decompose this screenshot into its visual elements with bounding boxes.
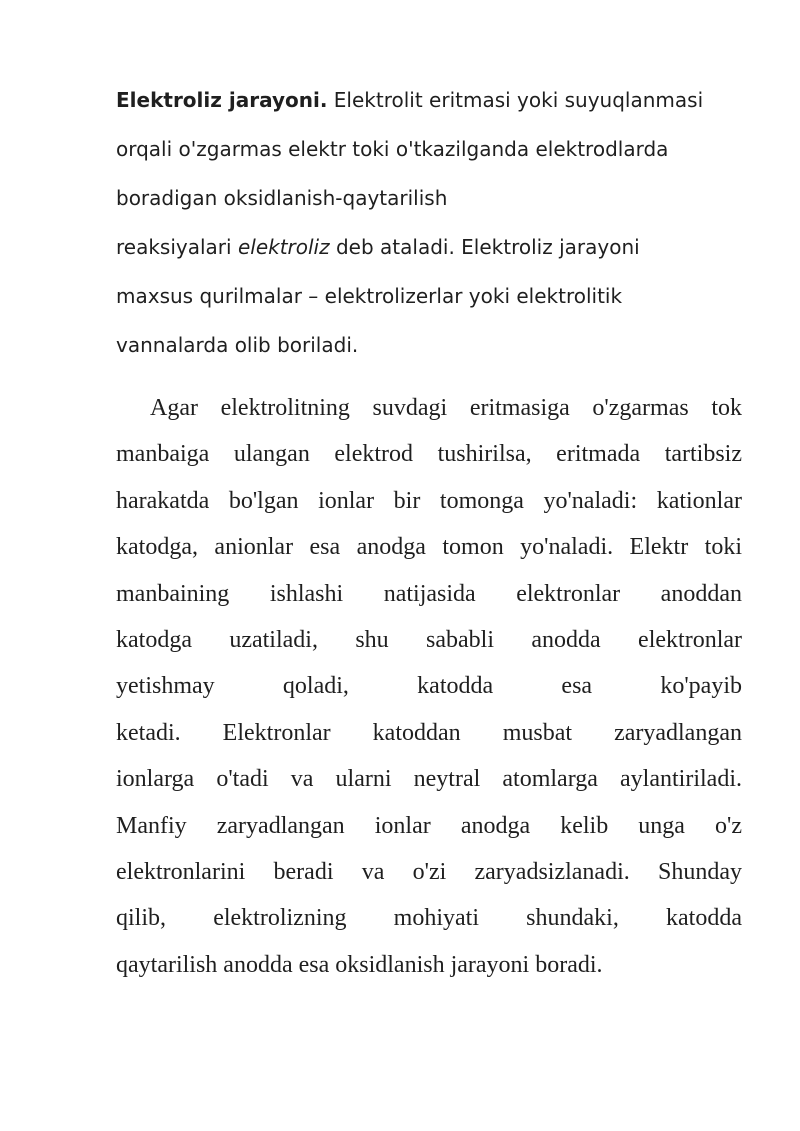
explanation-line: harakatda bo'lgan ionlar bir tomonga yo'naladi: kationlar — [116, 487, 742, 514]
explanation-line: elektronlarini beradi va o'zi zaryadsizlanadi. Shunday — [116, 859, 742, 886]
explanation-line: ketadi. Elektronlar katoddan musbat zaryadlangan — [116, 719, 742, 746]
explanation-line: manbaining ishlashi natijasida elektronlar anoddan — [116, 580, 742, 607]
explanation-line: manbaiga ulangan elektrod tushirilsa, eritmada tartibsiz — [116, 441, 742, 468]
definition-line-1 — [116, 76, 756, 125]
definition-text-4a: reaksiyalari — [116, 235, 232, 259]
definition-line-5: maxsus qurilmalar – elektrolizerlar yoki elektrolitik — [116, 284, 623, 308]
definition-line-4 — [116, 223, 756, 272]
explanation-line: yetishmay qoladi, katodda esa ko'payib — [116, 673, 742, 700]
explanation-line: Manfiy zaryadlangan ionlar anodga kelib unga o'z — [116, 812, 742, 839]
definition-line-3: boradigan oksidlanish-qaytarilish — [116, 186, 448, 210]
definition-paragraph — [116, 76, 756, 370]
definition-line-2: orqali o'zgarmas elektr toki o'tkazilganda elektrodlarda — [116, 137, 669, 161]
definition-line-6: vannalarda olib boriladi. — [116, 333, 359, 357]
explanation-line: Agar elektrolitning suvdagi eritmasiga o'zgarmas tok — [150, 395, 742, 421]
explanation-line: qilib, elektrolizning mohiyati shundaki, katodda — [116, 905, 742, 932]
explanation-line: ionlarga o'tadi va ularni neytral atomlarga aylantiriladi. — [116, 766, 742, 793]
explanation-line: katodga uzatiladi, shu sababli anodda elektronlar — [116, 627, 742, 654]
definition-text-1: Elektrolit eritmasi yoki suyuqlanmasi — [333, 88, 704, 112]
explanation-line: qaytarilish anodda esa oksidlanish jarayoni boradi. — [116, 951, 603, 978]
definition-text-4b: deb ataladi. Elektroliz jarayoni — [335, 235, 640, 259]
explanation-line: katodga, anionlar esa anodga tomon yo'naladi. Elektr toki — [116, 534, 742, 561]
explanation-paragraph — [116, 385, 742, 988]
term-heading: Elektroliz jarayoni. — [116, 88, 328, 112]
italic-term: elektroliz — [237, 235, 330, 259]
